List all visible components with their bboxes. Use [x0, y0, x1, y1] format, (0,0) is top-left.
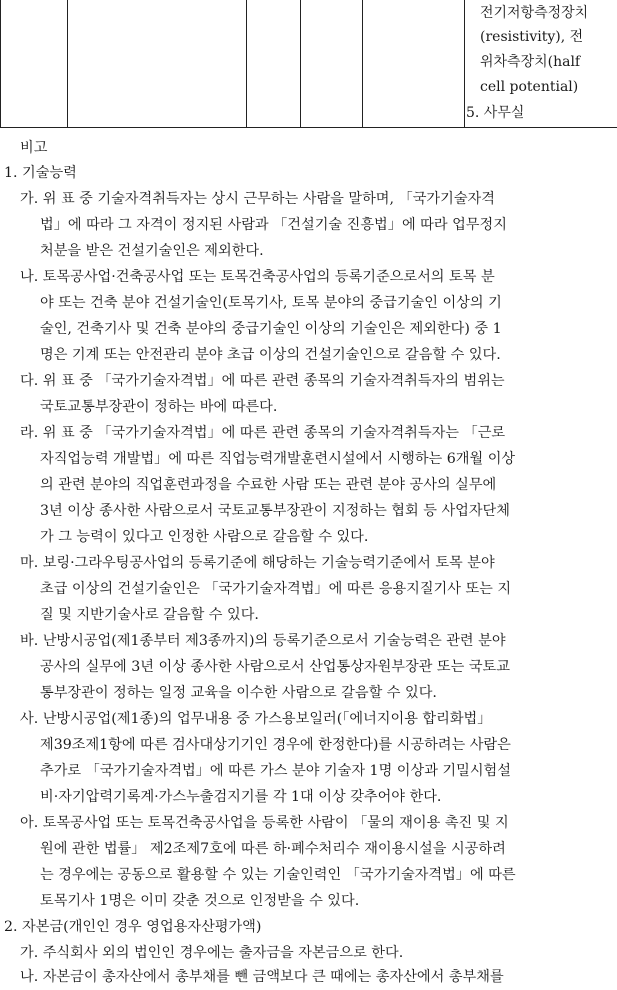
- table-bottom-border: [0, 127, 617, 128]
- note-line: 가 그 능력이 있다고 인정한 사람으로 갈음할 수 있다.: [40, 529, 369, 545]
- note-line: 가. 주식회사 외의 법인인 경우에는 출자금을 자본금으로 한다.: [20, 945, 404, 961]
- table-column-divider: [362, 0, 363, 127]
- note-line: 국토교통부장관이 정하는 바에 따른다.: [40, 399, 278, 415]
- note-line: 자직업능력 개발법」에 따른 직업능력개발훈련시설에서 시행하는 6개월 이상: [40, 451, 516, 467]
- note-line: 명은 기계 또는 안전관리 분야 초급 이상의 건설기술인으로 갈음할 수 있다.: [40, 347, 501, 363]
- note-line: 1. 기술능력: [4, 165, 77, 181]
- note-line: 나. 토목공사업·건축공사업 또는 토목건축공사업의 등록기준으로서의 토목 분: [20, 269, 495, 285]
- note-line: 가. 위 표 중 기술자격취득자는 상시 근무하는 사람을 말하며, 「국가기술자격: [20, 191, 495, 207]
- note-line: 아. 토목공사업 또는 토목건축공사업을 등록한 사람이 「물의 재이용 촉진 및 지: [20, 815, 509, 831]
- table-column-divider: [246, 0, 247, 127]
- note-line: 제39조제1항에 따른 검사대상기기인 경우에 한정한다)를 시공하려는 사람은: [40, 737, 511, 753]
- note-line: 토목기사 1명은 이미 갖춘 것으로 인정받을 수 있다.: [40, 893, 360, 909]
- notes-heading: 비고: [20, 140, 48, 156]
- note-line: 사. 난방시공업(제1종)의 업무내용 중 가스용보일러(「에너지이용 합리화법」: [20, 711, 492, 727]
- office-item: 5. 사무실: [466, 105, 525, 121]
- note-line: 질 및 지반기술사로 갈음할 수 있다.: [40, 607, 259, 623]
- note-line: 다. 위 표 중 「국가기술자격법」에 따른 관련 종목의 기술자격취득자의 범위는: [20, 373, 505, 389]
- table-column-divider: [464, 0, 465, 127]
- note-line: 비·자기압력기록계·가스누출검지기를 각 1대 이상 갖추어야 한다.: [40, 789, 442, 805]
- note-line: 처분을 받은 건설기술인은 제외한다.: [40, 243, 264, 259]
- note-line: 마. 보링·그라우팅공사업의 등록기준에 해당하는 기술능력기준에서 토목 분야: [20, 555, 495, 571]
- note-line: 야 또는 건축 분야 건설기술인(토목기사, 토목 분야의 중급기술인 이상의 기: [40, 295, 502, 311]
- equipment-text: 전기저항측정장치: [480, 5, 589, 21]
- note-line: 3년 이상 종사한 사람으로서 국토교통부장관이 지정하는 협회 등 사업자단체: [40, 503, 510, 519]
- note-line: 원에 관한 법률」 제2조제7호에 따른 하·폐수처리수 재이용시설을 시공하려: [40, 841, 506, 857]
- note-line: 술인, 건축기사 및 건축 분야의 중급기술인 이상의 기술인은 제외한다) 중 1: [40, 321, 502, 337]
- table-column-divider: [67, 0, 68, 127]
- note-line: 통부장관이 정하는 일정 교육을 이수한 사람으로 갈음할 수 있다.: [40, 685, 437, 701]
- table-border-left: [0, 0, 1, 127]
- note-line: 의 관련 분야의 직업훈련과정을 수료한 사람 또는 관련 분야 공사의 실무에: [40, 477, 497, 493]
- requirements-table-fragment: [0, 0, 617, 128]
- note-line: 바. 난방시공업(제1종부터 제3종까지)의 등록기준으로서 기술능력은 관련 분야: [20, 633, 506, 649]
- note-line: 추가로 「국가기술자격법」에 따른 가스 분야 기술자 1명 이상과 기밀시험설: [40, 763, 511, 779]
- note-line: 나. 자본금이 총자산에서 총부채를 뺀 금액보다 큰 때에는 총자산에서 총부채를: [20, 969, 504, 985]
- note-line: 공사의 실무에 3년 이상 종사한 사람으로서 산업통상자원부장관 또는 국토교: [40, 659, 510, 675]
- note-line: 는 경우에는 공동으로 활용할 수 있는 기술인력인 「국가기술자격법」에 따른: [40, 867, 516, 883]
- note-line: 2. 자본금(개인인 경우 영업용자산평가액): [4, 919, 262, 935]
- table-column-divider: [300, 0, 301, 127]
- equipment-text: 위차측장치(half: [480, 54, 581, 70]
- note-line: 라. 위 표 중 「국가기술자격법」에 따른 관련 종목의 기술자격취득자는 「근로: [20, 425, 506, 441]
- note-line: 초급 이상의 건설기술인은 「국가기술자격법」에 따른 응용지질기사 또는 지: [40, 581, 512, 597]
- equipment-text: (resistivity), 전: [480, 29, 584, 45]
- equipment-text: cell potential): [480, 79, 579, 95]
- note-line: 법」에 따라 그 자격이 정지된 사람과 「건설기술 진흥법」에 따라 업무정지: [40, 217, 507, 233]
